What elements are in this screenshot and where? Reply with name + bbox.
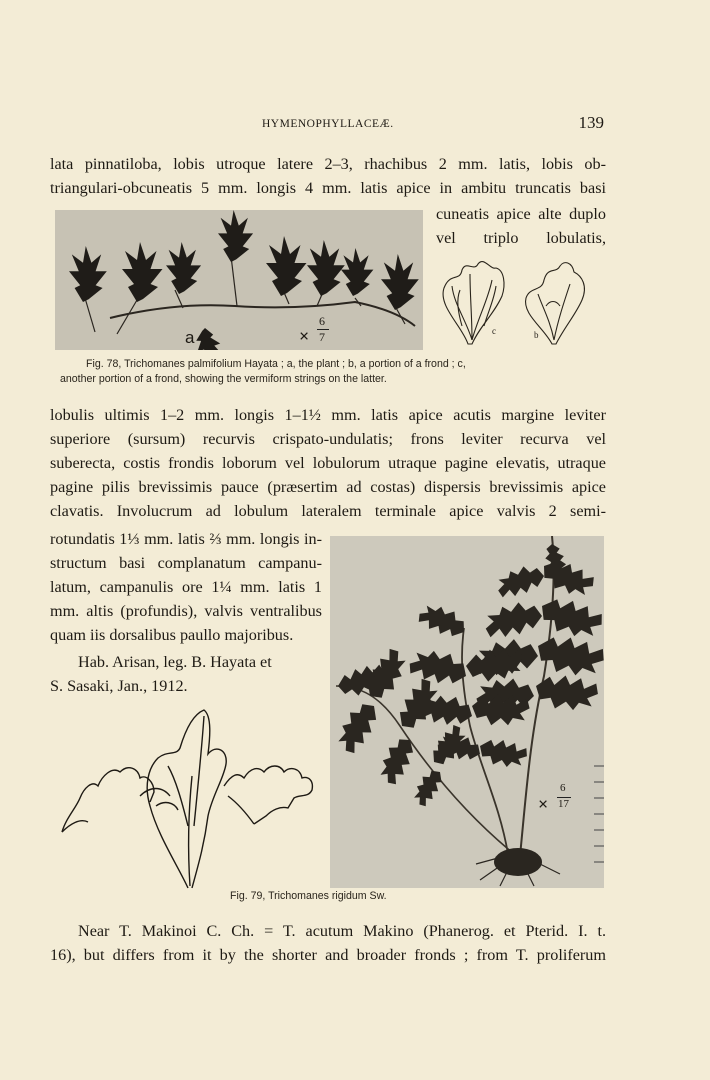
habitat-line: Hab. Arisan, leg. B. Hayata et <box>78 653 272 671</box>
scale-numerator: 6 <box>319 314 325 328</box>
scale-times: × <box>299 326 310 346</box>
text-line: latum, campanulis ore 1¼ mm. latis 1 <box>50 578 322 596</box>
text-line: triangulari-obcuneatis 5 mm. longis 4 mm. latis apice in ambitu truncatis basi <box>50 179 606 197</box>
scale-numerator: 6 <box>560 782 566 794</box>
text-line: vel triplo lobulatis, <box>436 229 606 247</box>
running-title: HYMENOPHYLLACEÆ. <box>262 118 394 130</box>
text-line: 16), but differs from it by the shorter and broader fronds ; from T. proliferum <box>50 946 606 964</box>
paragraph-3 <box>50 919 606 967</box>
text-line: quam iis dorsalibus paullo majoribus. <box>50 626 294 644</box>
text-line: superiore (sursum) recurvis crispato-undulatis; frons leviter recurva vel <box>50 430 606 448</box>
scale-times: × <box>538 794 549 814</box>
figure-79-photo <box>330 536 604 888</box>
text-line: pagine pilis brevissimis pauce (præsertim ad costas) dispersis brevissimis apice <box>50 478 606 496</box>
text-line: structum basi complanatum campanu- <box>50 554 322 572</box>
text-line: suberecta, costis frondis loborum vel lobulorum utraque pagine elevatis, utraque <box>50 454 606 472</box>
scale-denominator: 7 <box>319 330 325 344</box>
paragraph-1-side <box>436 202 606 250</box>
figure-78-label-a: a <box>185 328 195 347</box>
habitat-note <box>50 650 322 698</box>
figure-78-drawings <box>432 256 604 352</box>
figure-78-photo <box>55 210 423 350</box>
caption-line: another portion of a frond, showing the vermiform strings on the latter. <box>60 373 387 385</box>
paragraph-1 <box>50 152 606 200</box>
text-line: rotundatis 1⅓ mm. latis ⅔ mm. longis in- <box>50 530 322 548</box>
figure-78-label-c: c <box>492 326 496 336</box>
caption-line: Fig. 78, Trichomanes palmifolium Hayata ; a, the plant ; b, a portion of a frond ; c, <box>86 358 466 370</box>
text-line: lata pinnatiloba, lobis utroque latere 2–3, rhachibus 2 mm. latis, lobis ob- <box>50 155 606 173</box>
text-line: cuneatis apice alte duplo <box>436 205 606 223</box>
text-line: lobulis ultimis 1–2 mm. longis 1–1½ mm. latis apice acutis margine leviter <box>50 406 606 424</box>
text-line: clavatis. Involucrum ad lobulum lateralem terminale apice valvis 2 semi- <box>50 502 606 520</box>
paragraph-2-left <box>50 527 322 647</box>
scale-denominator: 17 <box>558 798 569 810</box>
figure-79-drawing <box>58 706 320 892</box>
figure-78-scale <box>299 314 339 348</box>
figure-78-label-b: b <box>534 330 539 340</box>
figure-78-caption <box>60 357 606 387</box>
paragraph-2 <box>50 403 606 523</box>
text-line: Near T. Makinoi C. Ch. = T. acutum Makino (Phanerog. et Pterid. I. t. <box>78 922 606 940</box>
habitat-line: S. Sasaki, Jan., 1912. <box>50 677 188 695</box>
figure-79-caption: Fig. 79, Trichomanes rigidum Sw. <box>230 890 387 902</box>
figure-79-scale <box>538 782 578 822</box>
text-line: mm. altis (profundis), valvis ventralibus <box>50 602 322 620</box>
page-number: 139 <box>578 113 604 132</box>
